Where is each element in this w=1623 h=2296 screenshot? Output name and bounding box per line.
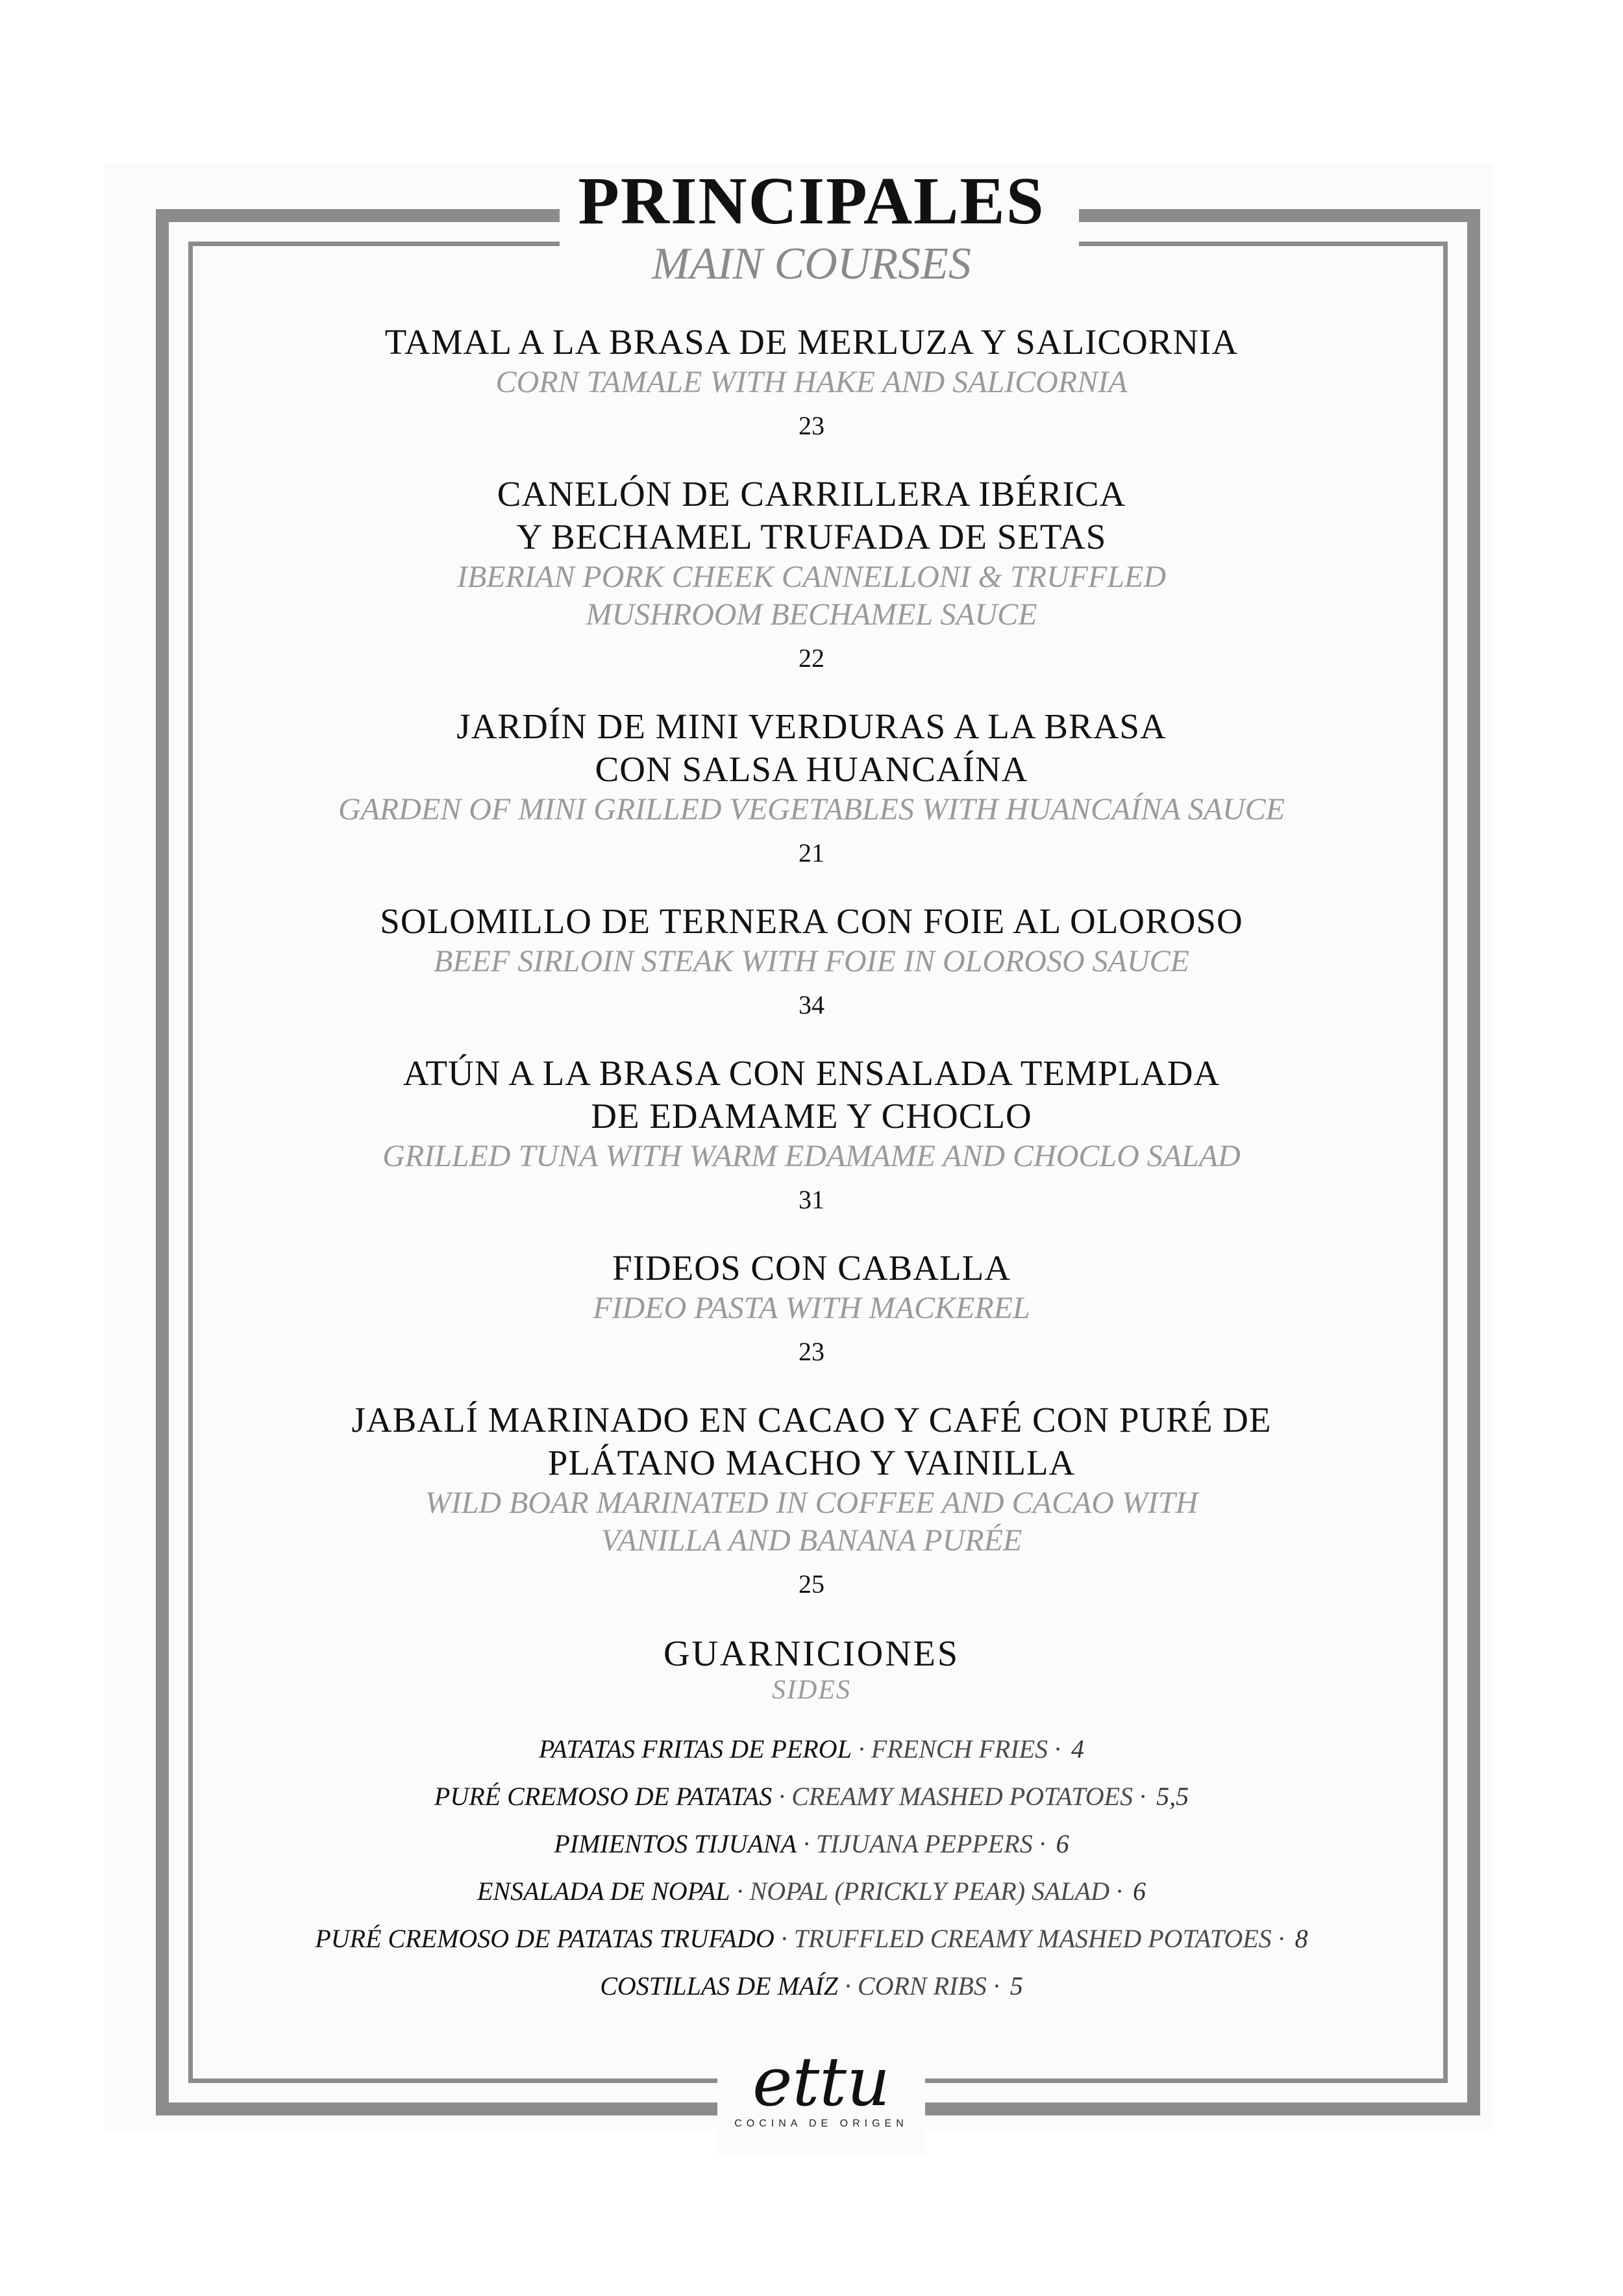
dish-price: 31 (799, 1185, 824, 1214)
logo-tagline: COCINA DE ORIGEN (734, 2118, 908, 2129)
dish-name-en: GRILLED TUNA WITH WARM EDAMAME AND CHOCLO SALAD (382, 1139, 1241, 1173)
side-price: 5 (1010, 1971, 1023, 2001)
side-price: 6 (1133, 1877, 1146, 1906)
separator-dot-icon: · (858, 1734, 865, 1764)
side-item (0, 1962, 1623, 2010)
dish-price: 23 (799, 1337, 824, 1366)
side-name-en: TIJUANA PEPPERS (816, 1829, 1033, 1858)
separator-dot-icon: · (778, 1782, 786, 1811)
side-item (0, 1915, 1623, 1962)
page-title: PRINCIPALES (578, 164, 1045, 238)
separator-dot-icon: · (1116, 1877, 1123, 1906)
dish-item (0, 1052, 1623, 1219)
dish-item (0, 1399, 1623, 1604)
dish-name-es: CON SALSA HUANCAÍNA (595, 749, 1028, 789)
side-item (0, 1773, 1623, 1820)
dish-name-es: ATÚN A LA BRASA CON ENSALADA TEMPLADA (403, 1053, 1220, 1093)
dish-name-es: TAMAL A LA BRASA DE MERLUZA Y SALICORNIA (384, 322, 1239, 362)
side-name-en: NOPAL (PRICKLY PEAR) SALAD (749, 1877, 1110, 1906)
dish-item (0, 705, 1623, 873)
side-item (0, 1820, 1623, 1867)
dish-list (0, 321, 1623, 1631)
page-subtitle: MAIN COURSES (652, 239, 971, 289)
dish-price: 34 (799, 990, 824, 1019)
side-name-en: CORN RIBS (857, 1971, 987, 2001)
separator-dot-icon: · (1139, 1782, 1146, 1811)
dish-item (0, 900, 1623, 1025)
dish-name-en: IBERIAN PORK CHEEK CANNELLONI & TRUFFLED (457, 560, 1166, 594)
dish-name-en: WILD BOAR MARINATED IN COFFEE AND CACAO WITH (425, 1486, 1198, 1520)
side-name-es: PURÉ CREMOSO DE PATATAS TRUFADO (315, 1924, 774, 1953)
dish-name-es: CANELÓN DE CARRILLERA IBÉRICA (497, 474, 1126, 514)
sides-section (0, 1633, 1623, 2010)
side-name-es: PURÉ CREMOSO DE PATATAS (434, 1782, 773, 1811)
sides-list (0, 1725, 1623, 2010)
side-name-en: CREAMY MASHED POTATOES (791, 1782, 1134, 1811)
side-price: 4 (1071, 1734, 1084, 1764)
dish-name-es: Y BECHAMEL TRUFADA DE SETAS (516, 517, 1107, 556)
dish-name-en: CORN TAMALE WITH HAKE AND SALICORNIA (495, 365, 1128, 399)
dish-name-en: GARDEN OF MINI GRILLED VEGETABLES WITH HUANCAÍNA SAUCE (338, 792, 1285, 827)
separator-dot-icon: · (844, 1971, 851, 2001)
side-name-es: ENSALADA DE NOPAL (477, 1877, 730, 1906)
dish-price: 23 (799, 411, 824, 440)
separator-dot-icon: · (803, 1829, 810, 1858)
side-name-en: TRUFFLED CREAMY MASHED POTATOES (793, 1924, 1272, 1953)
dish-name-es: JABALÍ MARINADO EN CACAO Y CAFÉ CON PURÉ DE (351, 1400, 1272, 1440)
side-name-es: PATATAS FRITAS DE PEROL (539, 1734, 852, 1764)
dish-name-en: VANILLA AND BANANA PURÉE (601, 1523, 1022, 1558)
dish-item (0, 473, 1623, 678)
ettu-logo-icon (743, 2052, 899, 2117)
restaurant-logo (717, 2052, 925, 2130)
menu-header (0, 162, 1623, 291)
sides-title: GUARNICIONES (663, 1634, 960, 1674)
dish-name-en: MUSHROOM BECHAMEL SAUCE (586, 597, 1037, 632)
dish-name-en: BEEF SIRLOIN STEAK WITH FOIE IN OLOROSO SAUCE (434, 944, 1189, 979)
dish-price: 21 (799, 838, 824, 867)
dish-name-en: FIDEO PASTA WITH MACKEREL (593, 1291, 1030, 1325)
dish-name-es: SOLOMILLO DE TERNERA CON FOIE AL OLOROSO (380, 901, 1243, 941)
separator-dot-icon: · (1278, 1924, 1285, 1953)
logo-wordmark: ettu (752, 2052, 891, 2117)
side-name-es: PIMIENTOS TIJUANA (554, 1829, 797, 1858)
side-price: 6 (1056, 1829, 1069, 1858)
side-name-es: COSTILLAS DE MAÍZ (600, 1971, 838, 2001)
dish-name-es: FIDEOS CON CABALLA (612, 1248, 1011, 1288)
dish-name-es: PLÁTANO MACHO Y VAINILLA (547, 1443, 1076, 1482)
dish-name-es: JARDÍN DE MINI VERDURAS A LA BRASA (456, 706, 1167, 746)
separator-dot-icon: · (1054, 1734, 1061, 1764)
separator-dot-icon: · (993, 1971, 1000, 2001)
sides-subtitle: SIDES (772, 1675, 851, 1705)
dish-item (0, 321, 1623, 445)
dish-price: 25 (799, 1569, 824, 1599)
separator-dot-icon: · (736, 1877, 743, 1906)
dish-item (0, 1247, 1623, 1371)
side-price: 8 (1295, 1924, 1308, 1953)
side-price: 5,5 (1156, 1782, 1189, 1811)
separator-dot-icon: · (1039, 1829, 1046, 1858)
separator-dot-icon: · (780, 1924, 787, 1953)
side-item (0, 1867, 1623, 1915)
side-item (0, 1725, 1623, 1773)
side-name-en: FRENCH FRIES (871, 1734, 1048, 1764)
dish-name-es: DE EDAMAME Y CHOCLO (591, 1096, 1032, 1136)
dish-price: 22 (799, 643, 824, 673)
